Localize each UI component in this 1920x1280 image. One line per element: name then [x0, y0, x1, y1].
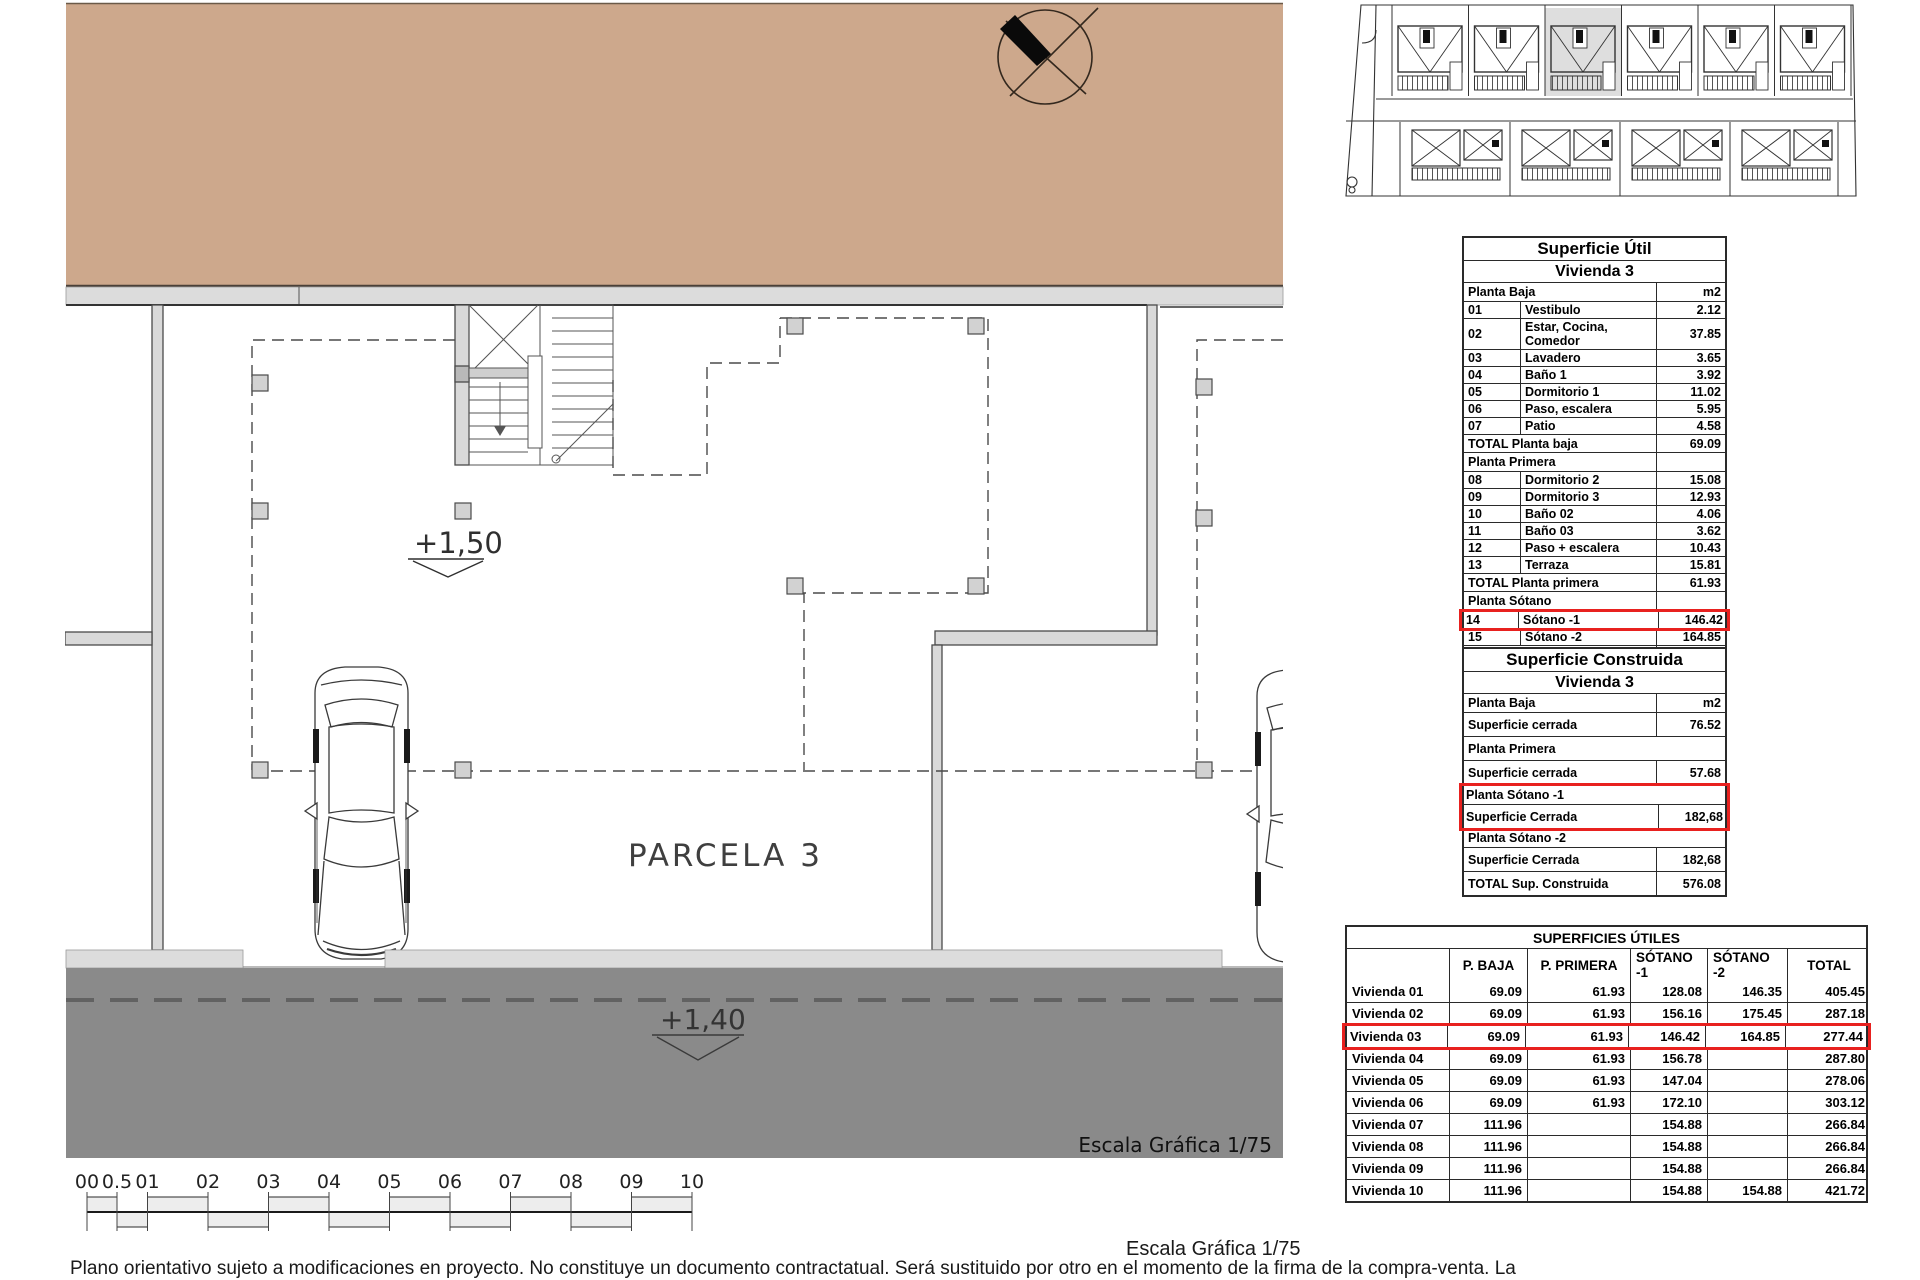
table-row: [1347, 981, 1866, 1003]
table-cell: 61.93: [1528, 1003, 1631, 1024]
table-row: [1462, 786, 1727, 805]
table-cell: 287.80: [1825, 1051, 1865, 1066]
table-cell: Planta Primera: [1468, 741, 1556, 756]
table-row: [1464, 540, 1725, 557]
table-row: [1462, 612, 1727, 628]
table-row: [1464, 489, 1725, 506]
table-row: [1464, 401, 1725, 418]
table-cell: Superficie cerrada: [1468, 717, 1578, 732]
table-cell: m2: [1656, 694, 1725, 712]
table-cell: [1708, 1070, 1788, 1091]
table-cell: [1708, 1048, 1788, 1069]
table-cell: 69.09: [1450, 1003, 1528, 1024]
table-cell: 4.58: [1656, 418, 1725, 434]
table-cell: 09: [1464, 489, 1521, 505]
sidewalk-bottom: [66, 950, 1283, 968]
table-cell: 57.68: [1656, 761, 1725, 784]
table-cell: 111.96: [1450, 1158, 1528, 1179]
road-band: [66, 968, 1283, 1158]
table-row: [1464, 367, 1725, 384]
table-cell: 277.44: [1823, 1029, 1863, 1044]
column-header: P. BAJA: [1450, 949, 1528, 981]
table-cell: Superficie Cerrada: [1466, 809, 1578, 824]
table-cell: 287.18: [1825, 1006, 1865, 1021]
table-row: [1347, 1180, 1866, 1201]
table-cell: 3.62: [1656, 523, 1725, 539]
table-row: [1464, 506, 1725, 523]
table-cell: 10.43: [1656, 540, 1725, 556]
table-cell: 266.84: [1825, 1139, 1865, 1154]
highlight-box: [1459, 783, 1730, 831]
parcel-label: PARCELA 3: [628, 838, 823, 874]
table-cell: Superficie Cerrada: [1468, 852, 1580, 867]
table-cell: 02: [1464, 319, 1521, 349]
scale-tick-label: 00: [74, 1171, 100, 1193]
table-row: [1464, 523, 1725, 540]
table-cell: [1528, 1180, 1631, 1201]
table-cell: Planta Sótano: [1468, 594, 1552, 608]
footer-scale-label: Escala Gráfica 1/75: [1126, 1238, 1301, 1260]
table-cell: 61.93: [1526, 1026, 1629, 1047]
table-cell: 3.92: [1656, 367, 1725, 383]
table-cell: 61.93: [1656, 574, 1725, 591]
row-label: Vivienda 03: [1345, 1026, 1448, 1047]
table-cell: [1656, 453, 1725, 471]
table-cell: 156.78: [1631, 1048, 1708, 1069]
table-cell: [1528, 1114, 1631, 1135]
table-row: [1462, 805, 1727, 828]
row-label: Vivienda 01: [1347, 981, 1450, 1002]
scale-tick-label: 06: [437, 1171, 463, 1193]
table-cell: 182,68: [1656, 848, 1725, 871]
table-cell: TOTAL Planta baja: [1468, 436, 1578, 451]
scale-tick-label: 0.5: [101, 1171, 133, 1193]
table-cell: 266.84: [1825, 1161, 1865, 1176]
row-label: Vivienda 07: [1347, 1114, 1450, 1135]
table-row: [1347, 1048, 1866, 1070]
table-cell: 03: [1464, 350, 1521, 366]
table-row: [1464, 453, 1725, 472]
table-cell: 69.09: [1450, 1048, 1528, 1069]
table-cell: Paso, escalera: [1525, 402, 1612, 416]
scale-tick-label: 08: [558, 1171, 584, 1193]
table-cell: 15: [1464, 629, 1521, 645]
row-label: Vivienda 10: [1347, 1180, 1450, 1201]
site-plan-top-row: [1392, 5, 1851, 96]
table-row: [1464, 713, 1725, 737]
highlight-box: [1342, 1023, 1871, 1050]
table-cell: Patio: [1525, 419, 1556, 433]
table-cell: 04: [1464, 367, 1521, 383]
footer-disclaimer: Plano orientativo sujeto a modificaciones en proyecto. No constituye un documento contractatual. Será sustituido por otro en el momento de la firma de la compra-venta. La: [70, 1258, 1516, 1279]
level-road-text: +1,40: [660, 1003, 746, 1036]
table-cell: 69.09: [1448, 1026, 1526, 1047]
level-label-upper: [408, 526, 503, 577]
table-cell: 61.93: [1528, 1048, 1631, 1069]
table-cell: 69.09: [1450, 1092, 1528, 1113]
highlight-box: [1459, 609, 1730, 631]
table-cell: 164.85: [1706, 1026, 1786, 1047]
stair: [469, 305, 613, 465]
table-row: [1347, 1114, 1866, 1136]
superficie-util-table: [1462, 236, 1727, 665]
table-row: [1464, 319, 1725, 350]
table-cell: 61.93: [1528, 1092, 1631, 1113]
table-cell: 164.85: [1656, 629, 1725, 645]
table-cell: 111.96: [1450, 1136, 1528, 1157]
table-cell: Planta Sótano -1: [1466, 788, 1564, 802]
table-cell: 156.16: [1631, 1003, 1708, 1024]
table-cell: Sótano -2: [1525, 630, 1582, 644]
table-row: [1347, 1092, 1866, 1114]
table-cell: 154.88: [1631, 1136, 1708, 1157]
table-cell: Dormitorio 1: [1525, 385, 1600, 399]
scale-tick-label: 04: [316, 1171, 342, 1193]
table-cell: 61.93: [1528, 1070, 1631, 1091]
table-cell: 12: [1464, 540, 1521, 556]
table-cell: TOTAL Planta primera: [1468, 575, 1599, 590]
table-row: [1464, 384, 1725, 401]
table-cell: Baño 02: [1525, 507, 1574, 521]
table-cell: [1708, 1158, 1788, 1179]
table-cell: Lavadero: [1525, 351, 1581, 365]
table-cell: Planta Primera: [1468, 455, 1556, 469]
table-cell: 405.45: [1825, 984, 1865, 999]
road-scale-label: Escala Gráfica 1/75: [1078, 1133, 1272, 1157]
neighbour-car-plan: [1247, 670, 1340, 962]
table-row: [1464, 694, 1725, 713]
table-row: [1464, 283, 1725, 302]
site-plan-overview: [1340, 0, 1920, 215]
scale-tick-label: 01: [135, 1171, 160, 1193]
table-cell: Planta Sótano -2: [1468, 831, 1566, 845]
table-cell: 111.96: [1450, 1180, 1528, 1201]
table-cell: Superficie cerrada: [1468, 765, 1578, 780]
scale-tick-label: 03: [256, 1171, 281, 1193]
table-cell: [1528, 1158, 1631, 1179]
table-row: [1464, 574, 1725, 592]
table-cell: Vestibulo: [1525, 303, 1581, 317]
walls: [65, 305, 1157, 950]
table-row: [1347, 1070, 1866, 1092]
car-plan: [305, 667, 418, 959]
table-cell: 14: [1462, 612, 1519, 628]
table-cell: 15.08: [1656, 472, 1725, 488]
table-cell: 4.06: [1656, 506, 1725, 522]
table-title: SUPERFICIES ÚTILES: [1347, 927, 1866, 949]
table-cell: Sótano -1: [1523, 613, 1580, 627]
table-cell: 13: [1464, 557, 1521, 573]
table-cell: Dormitorio 3: [1525, 490, 1600, 504]
table-cell: 154.88: [1708, 1180, 1788, 1201]
table-cell: 06: [1464, 401, 1521, 417]
table-header-row: [1347, 949, 1866, 981]
table-cell: 154.88: [1631, 1180, 1708, 1201]
table-cell: Paso + escalera: [1525, 541, 1620, 555]
column-header: SÓTANO -2: [1708, 949, 1788, 981]
table-cell: 3.65: [1656, 350, 1725, 366]
table-cell: 07: [1464, 418, 1521, 434]
scale-tick-label: 07: [498, 1171, 523, 1193]
scale-bar-labels: [75, 1171, 704, 1193]
table-cell: 147.04: [1631, 1070, 1708, 1091]
scale-tick-label: 09: [619, 1171, 644, 1193]
table-cell: 146.42: [1658, 612, 1727, 628]
table-cell: [1708, 1114, 1788, 1135]
table-cell: [1528, 1136, 1631, 1157]
table-cell: [1656, 592, 1725, 610]
table-cell: Baño 1: [1525, 368, 1567, 382]
table-row: [1464, 737, 1725, 761]
table-row: [1464, 629, 1725, 646]
table-cell: 12.93: [1656, 489, 1725, 505]
table-cell: 08: [1464, 472, 1521, 488]
row-label: Vivienda 05: [1347, 1070, 1450, 1091]
table-title: Superficie Construida: [1464, 649, 1725, 672]
column-header: TOTAL: [1807, 957, 1851, 973]
column-header: P. PRIMERA: [1528, 949, 1631, 981]
table-cell: 05: [1464, 384, 1521, 400]
table-cell: Dormitorio 2: [1525, 473, 1600, 487]
table-title: Superficie Útil: [1464, 238, 1725, 261]
table-subtitle: Vivienda 3: [1464, 261, 1725, 283]
row-label: Vivienda 02: [1347, 1003, 1450, 1024]
table-cell: Planta Baja: [1468, 285, 1536, 299]
level-upper-text: +1,50: [414, 526, 503, 560]
table-cell: 154.88: [1631, 1158, 1708, 1179]
table-cell: 421.72: [1825, 1183, 1865, 1198]
terrain-band: [66, 3, 1283, 287]
table-cell: Estar, Cocina, Comedor: [1525, 320, 1608, 348]
table-cell: [1708, 1092, 1788, 1113]
sidewalk-top: [66, 287, 1283, 307]
table-row: [1464, 872, 1725, 895]
superficie-construida-table: [1462, 647, 1727, 897]
table-cell: 175.45: [1708, 1003, 1788, 1024]
table-cell: 278.06: [1825, 1073, 1865, 1088]
table-row: [1464, 418, 1725, 435]
table-row: [1464, 302, 1725, 319]
table-cell: Terraza: [1525, 558, 1569, 572]
table-cell: 576.08: [1656, 872, 1725, 895]
table-row: [1347, 1158, 1866, 1180]
scale-tick-label: 05: [377, 1171, 402, 1193]
table-cell: 128.08: [1631, 981, 1708, 1002]
column-header: SÓTANO -1: [1631, 949, 1708, 981]
table-row: [1464, 761, 1725, 785]
table-cell: 111.96: [1450, 1114, 1528, 1135]
table-cell: 61.93: [1528, 981, 1631, 1002]
site-plan-bottom-row: [1400, 122, 1838, 196]
table-cell: 182,68: [1658, 805, 1727, 828]
table-row: [1347, 1136, 1866, 1158]
table-cell: 10: [1464, 506, 1521, 522]
table-row: [1464, 848, 1725, 872]
table-cell: Baño 03: [1525, 524, 1574, 538]
row-label: Vivienda 09: [1347, 1158, 1450, 1179]
table-cell: 2.12: [1656, 302, 1725, 318]
table-cell: 01: [1464, 302, 1521, 318]
table-cell: 154.88: [1631, 1114, 1708, 1135]
superficies-utiles-table: [1345, 925, 1868, 1203]
table-cell: [1708, 1136, 1788, 1157]
table-cell: 69.09: [1450, 1070, 1528, 1091]
table-row: [1464, 435, 1725, 453]
table-cell: 146.42: [1629, 1026, 1706, 1047]
table-cell: 11: [1464, 523, 1521, 539]
table-cell: 69.09: [1450, 981, 1528, 1002]
row-label: Vivienda 08: [1347, 1136, 1450, 1157]
table-row: [1347, 1003, 1866, 1025]
table-row: [1464, 829, 1725, 848]
table-cell: 172.10: [1631, 1092, 1708, 1113]
table-cell: 146.35: [1708, 981, 1788, 1002]
table-subtitle: Vivienda 3: [1464, 672, 1725, 694]
row-label: Vivienda 06: [1347, 1092, 1450, 1113]
scale-tick-label: 10: [679, 1171, 705, 1193]
table-cell: 76.52: [1656, 713, 1725, 736]
scale-bar: [75, 1171, 704, 1231]
table-row: [1345, 1026, 1868, 1047]
column-header: [1347, 949, 1450, 981]
table-cell: Planta Baja: [1468, 696, 1536, 710]
table-cell: 266.84: [1825, 1117, 1865, 1132]
scale-tick-label: 02: [195, 1171, 221, 1193]
table-row: [1464, 557, 1725, 574]
table-cell: 15.81: [1656, 557, 1725, 573]
table-cell: m2: [1656, 283, 1725, 301]
table-cell: 5.95: [1656, 401, 1725, 417]
table-cell: 303.12: [1825, 1095, 1865, 1110]
table-row: [1464, 472, 1725, 489]
table-row: [1464, 350, 1725, 367]
table-cell: 11.02: [1656, 384, 1725, 400]
table-cell: TOTAL Sup. Construida: [1468, 876, 1609, 891]
table-cell: 69.09: [1656, 435, 1725, 452]
table-cell: 37.85: [1656, 319, 1725, 349]
row-label: Vivienda 04: [1347, 1048, 1450, 1069]
